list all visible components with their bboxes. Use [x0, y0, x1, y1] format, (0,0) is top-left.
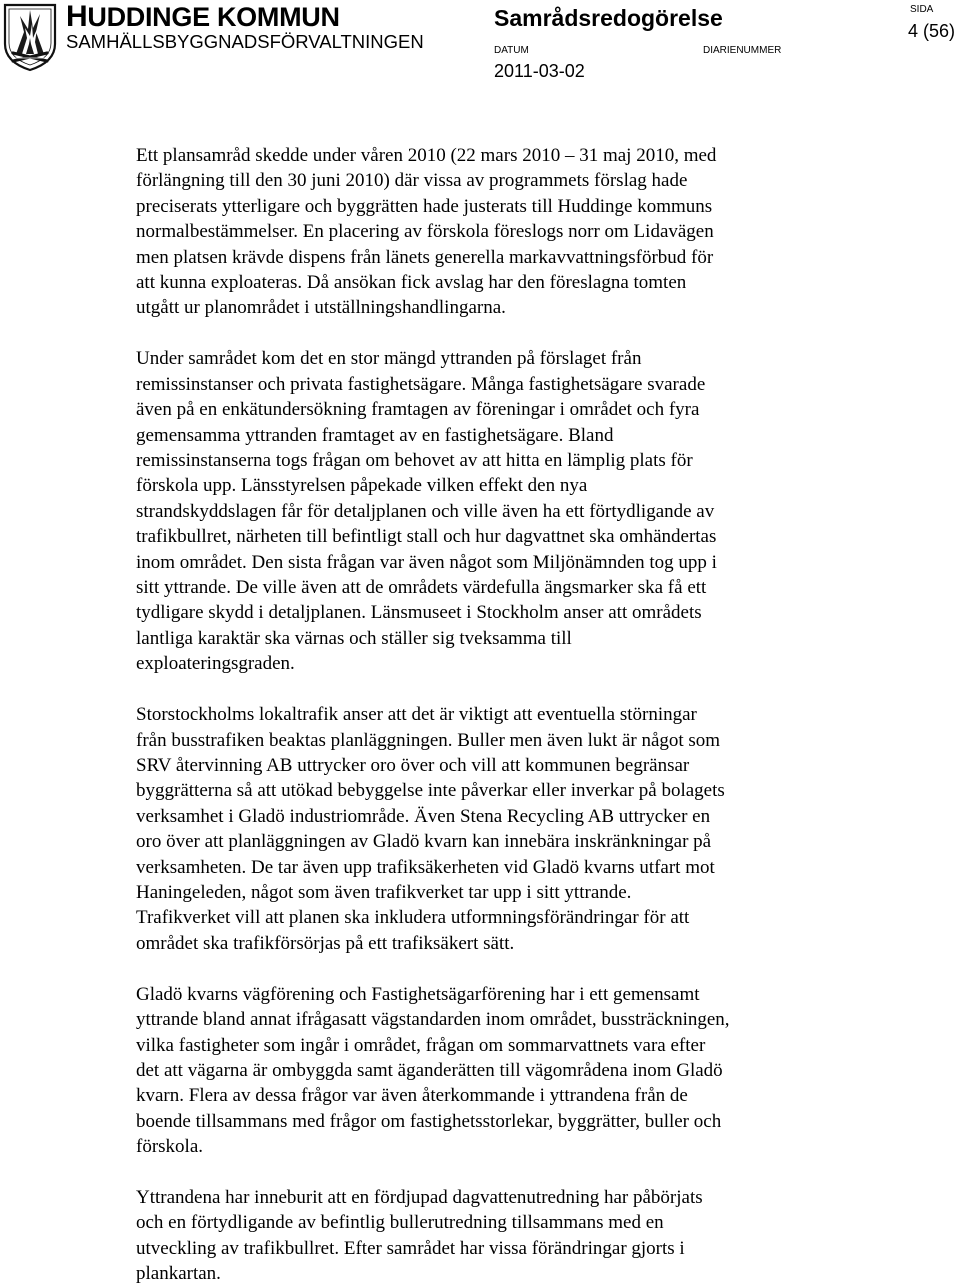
page-label: SIDA: [910, 4, 934, 15]
text-line: från busstrafiken beaktas planläggningen. Buller men även lukt är något som: [136, 729, 721, 751]
text-line: utgått ur planområdet i utställningshandlingarna.: [136, 297, 506, 319]
text-line: området ska trafikförsörjas på ett trafiksäkert sätt.: [136, 932, 515, 954]
paragraph: [136, 702, 836, 956]
text-line: Gladö kvarns vägförening och Fastighetsägarförening har i ett gemensamt: [136, 983, 700, 1005]
text-line: vilka fastigheter som ingår i området, frågan om sommarvattnets vara efter: [136, 1034, 706, 1056]
text-line: tydligare skydd i detaljplanen. Länsmuseet i Stockholm anser att områdets: [136, 602, 702, 624]
text-line: boende tillsammans med frågor om fastighetsstorlekar, byggrätter, buller och: [136, 1110, 722, 1132]
text-line: det att vägarna är ombyggda samt äganderätten till vägområdena inom Gladö: [136, 1059, 723, 1081]
text-line: Trafikverket vill att planen ska inkludera utformningsförändringar för att: [136, 907, 690, 929]
text-line: byggrätterna så att utökad bebyggelse inte påverkar eller inverkar på bolagets: [136, 780, 725, 802]
text-line: yttrande bland annat ifrågasatt vägstandarden inom området, bussträckningen,: [136, 1009, 730, 1031]
text-line: förskola.: [136, 1136, 204, 1158]
date-label: DATUM: [494, 45, 529, 56]
text-line: sitt yttrande. De ville även att de områdets värdefulla ängsmarker ska få ett: [136, 577, 707, 598]
text-line: och en förtydligande av befintlig bullerutredning tillsammans med en: [136, 1212, 664, 1234]
text-line: förlängning till den 30 juni 2010) där vissa av programmets förslag hade: [136, 170, 688, 192]
text-line: Yttrandena har inneburit att en fördjupad dagvattenutredning har påbörjats: [136, 1187, 703, 1209]
text-line: strandskyddslagen får för detaljplanen och ville även ha ett förtydligande av: [136, 500, 715, 522]
text-line: gemensamma yttranden framtaget av en fastighetsägare. Bland: [136, 424, 614, 446]
text-line: oro över att planläggningen av Gladö kvarn kan innebära inskränkningar på: [136, 831, 712, 853]
organization-name-rest: UDDINGE KOMMUN: [87, 2, 340, 32]
text-line: lantliga karaktär ska värnas och ställer sig tveksamma till: [136, 627, 572, 649]
text-line: normalbestämmelser. En placering av förskola föreslogs norr om Lidavägen: [136, 221, 714, 243]
text-line: remissinstanserna togs frågan om behovet av att hitta en lämplig plats för: [136, 449, 693, 471]
text-line: exploateringsgraden.: [136, 653, 295, 675]
document-title: Samrådsredogörelse: [494, 5, 723, 31]
text-line: Ett plansamråd skedde under våren 2010 (22 mars 2010 – 31 maj 2010, med: [136, 145, 717, 166]
text-line: även på en enkätundersökning framtagen av föreningar i området och fyra: [136, 399, 700, 421]
text-line: preciserats ytterligare och byggrätten hade justerats till Huddinge kommuns: [136, 195, 713, 217]
text-line: kvarn. Flera av dessa frågor var även återkommande i yttrandena från de: [136, 1085, 688, 1107]
text-line: Under samrådet kom det en stor mängd yttranden på förslaget från: [136, 348, 642, 370]
paragraph: [136, 143, 836, 321]
page-number: 4 (56): [908, 21, 956, 41]
paragraph: [136, 1185, 836, 1287]
diary-number-label: DIARIENUMMER: [703, 45, 782, 56]
document-body: [136, 143, 836, 1287]
text-line: plankartan.: [136, 1263, 221, 1285]
text-line: trafikbullret, närheten till befintligt stall och hur dagvattnet ska omhändertas: [136, 526, 717, 548]
text-line: Storstockholms lokaltrafik anser att det är viktigt att eventuella störningar: [136, 704, 697, 726]
text-line: utveckling av trafikbullret. Efter samrådet har vissa förändringar gjorts i: [136, 1237, 685, 1259]
organization-name-initial: H: [66, 0, 88, 33]
department-name: SAMHÄLLSBYGGNADSFÖRVALTNINGEN: [66, 31, 424, 52]
text-line: verksamhet i Gladö industriområde. Även Stena Recycling AB uttrycker en: [136, 805, 711, 827]
municipal-coat-of-arms-icon: [2, 2, 58, 72]
text-line: inom området. Den sista frågan var även något som Miljönämnden tog upp i: [136, 551, 717, 573]
text-line: men platsen krävde dispens från länets generella markavvattningsförbud för: [136, 246, 714, 268]
text-line: remissinstanser och privata fastighetsägare. Många fastighetsägare svarade: [136, 373, 706, 395]
date-value: 2011-03-02: [494, 61, 585, 81]
text-line: förskola upp. Länsstyrelsen påpekade vilken effekt den nya: [136, 475, 588, 497]
text-line: SRV återvinning AB uttrycker oro över och vill att kommunen begränsar: [136, 754, 690, 776]
text-line: Haningeleden, något som även trafikverket tar upp i sitt yttrande.: [136, 881, 632, 903]
paragraph: [136, 982, 836, 1160]
organization-name: [66, 2, 340, 32]
text-line: att kunna exploateras. Då ansökan fick avslag har den föreslagna tomten: [136, 272, 687, 294]
text-line: verksamheten. De tar även upp trafiksäkerheten vid Gladö kvarns utfart mot: [136, 856, 715, 878]
paragraph: [136, 346, 836, 676]
